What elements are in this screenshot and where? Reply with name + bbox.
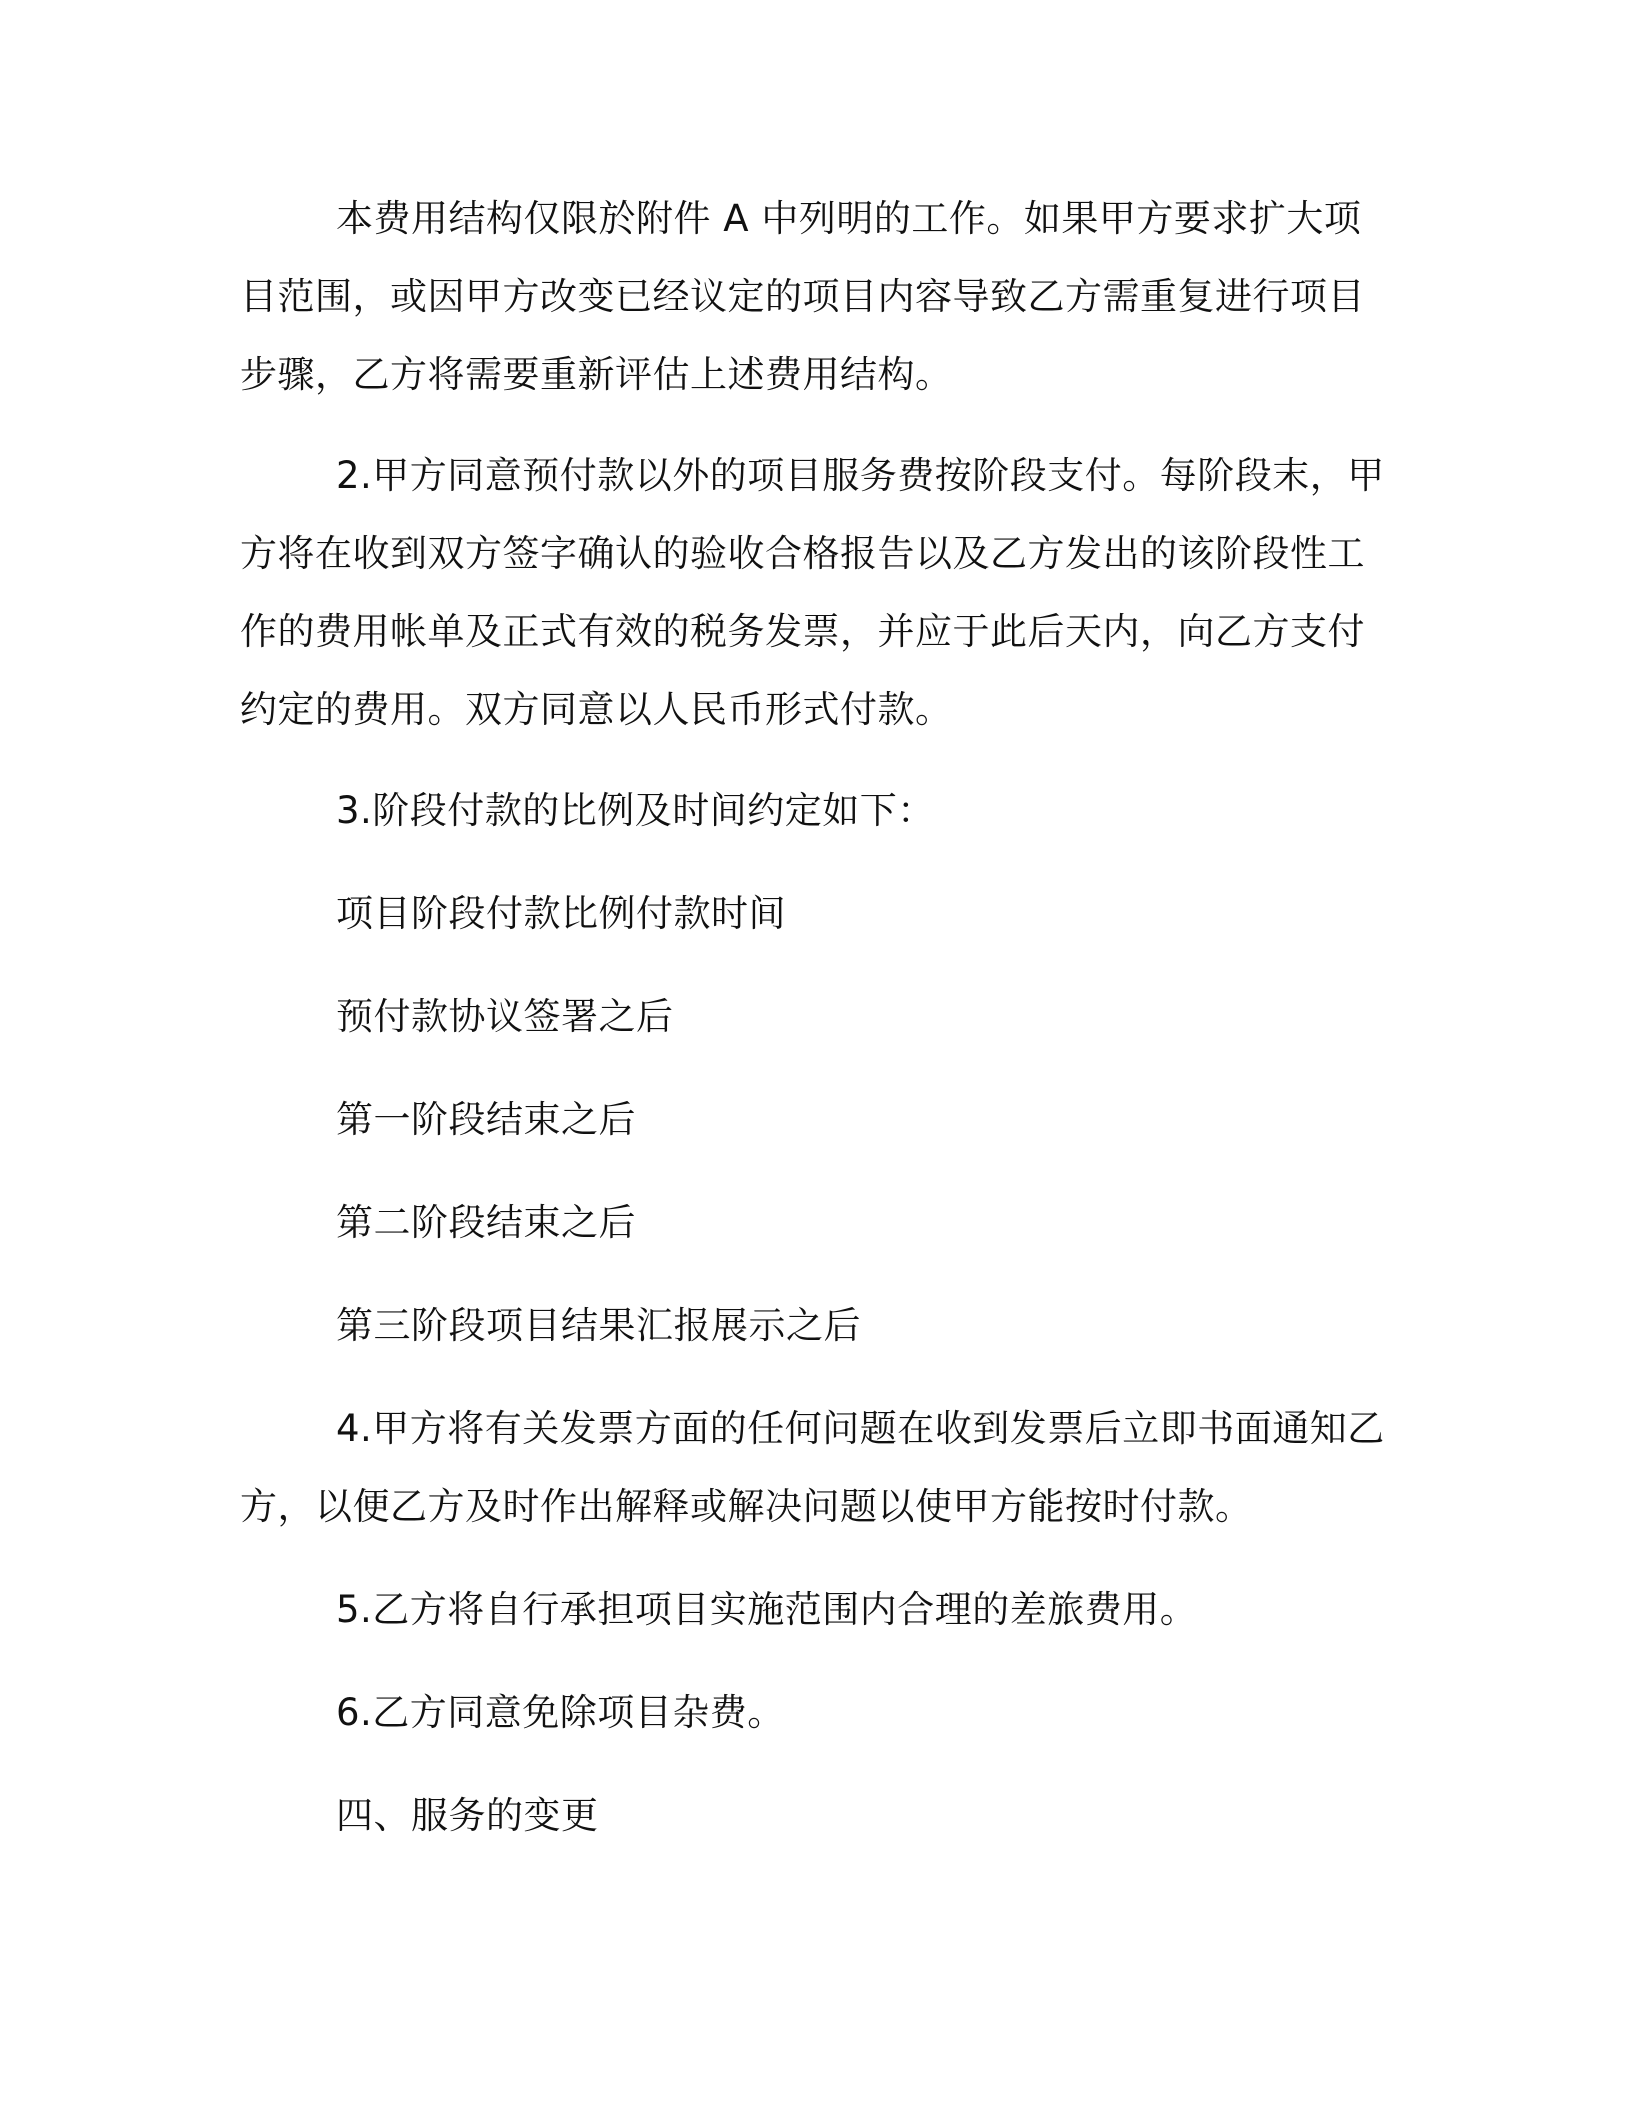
paragraph-stage-payment: 2.甲方同意预付款以外的项目服务费按阶段支付。每阶段末，甲方将在收到双方签字确认的验收合格报告以及乙方发出的该阶段性工作的费用帐单及正式有效的税务发票，并应于此后天内，向乙方支付约定的费用。双方同意以人民币形式付款。: [240, 454, 1385, 731]
payment-row-stage-one: 第一阶段结束之后: [336, 1098, 636, 1141]
payment-row-stage-three: 第三阶段项目结果汇报展示之后: [336, 1304, 861, 1347]
payment-table-header: 项目阶段付款比例付款时间: [336, 892, 786, 935]
payment-row-prepayment: 预付款协议签署之后: [336, 995, 674, 1038]
paragraph-payment-ratio-intro: 3.阶段付款的比例及时间约定如下：: [336, 789, 935, 832]
payment-row-stage-two: 第二阶段结束之后: [336, 1201, 636, 1244]
paragraph-misc-fees-waived: 6.乙方同意免除项目杂费。: [336, 1691, 785, 1734]
paragraph-travel-expenses: 5.乙方将自行承担项目实施范围内合理的差旅费用。: [336, 1588, 1198, 1631]
paragraph-fee-structure-scope: 本费用结构仅限於附件 A 中列明的工作。如果甲方要求扩大项目范围，或因甲方改变已经议定的项目内容导致乙方需重复进行项目步骤，乙方将需要重新评估上述费用结构。: [240, 197, 1365, 396]
paragraph-invoice-issues: 4.甲方将有关发票方面的任何问题在收到发票后立即书面通知乙方，以便乙方及时作出解释或解决问题以使甲方能按时付款。: [240, 1407, 1385, 1528]
section-heading-service-changes: 四、服务的变更: [336, 1794, 599, 1837]
